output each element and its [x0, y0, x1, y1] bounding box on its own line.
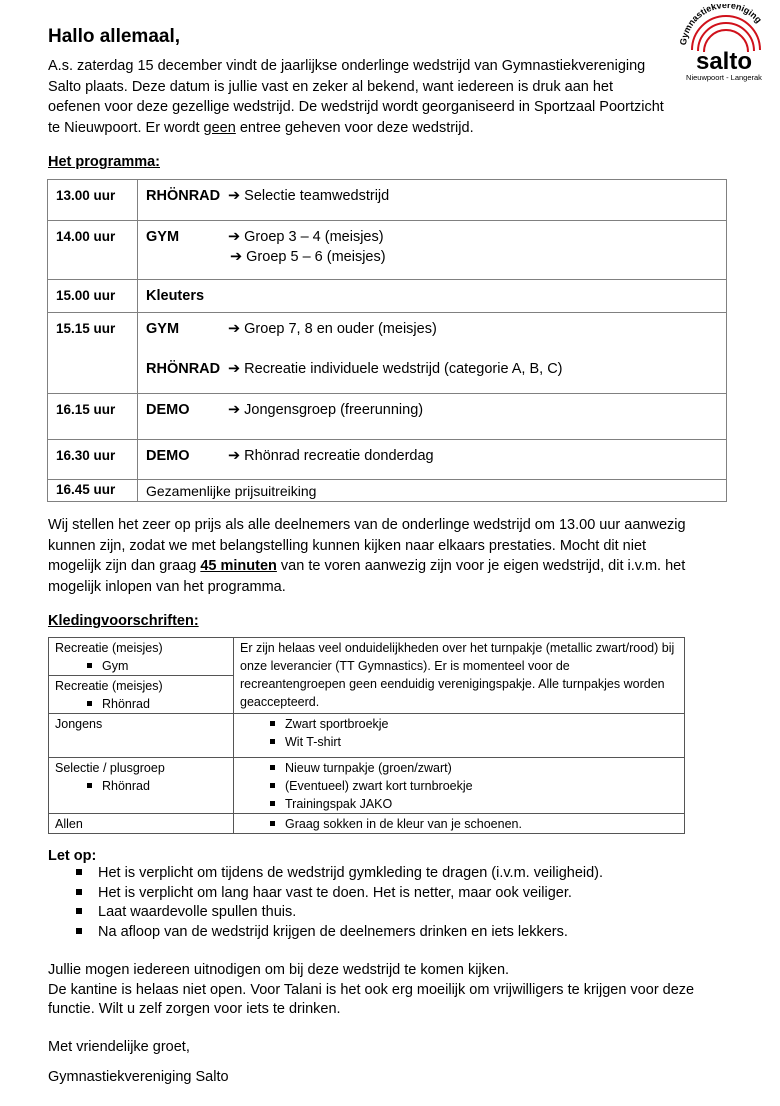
table-row: 13.00 uur RHÖNRAD ➔ Selectie teamwedstrijd	[48, 180, 727, 221]
list-item: Het is verplicht om lang haar vast te doen. Het is netter, maar ook veiliger.	[76, 884, 603, 904]
logo-subtext: Nieuwpoort - Langerak	[686, 73, 762, 82]
time-cell: 14.00 uur	[48, 221, 138, 280]
intro-paragraph: A.s. zaterdag 15 december vindt de jaarlijkse onderlinge wedstrijd van Gymnastiekvereniging Salto plaats. Deze datum is jullie vast en zeker al bekend, want iedereen is druk aan het oefenen voor deze gezellige wedstrijd. De wedstrijd wordt georganiseerd in Sportzaal Poortzicht te Nieuwpoort. Er wordt geen entree geheven voor deze wedstrijd.	[48, 58, 664, 136]
time-cell: 15.00 uur	[48, 280, 138, 313]
time-cell: 16.30 uur	[48, 440, 138, 480]
time-cell: 13.00 uur	[48, 180, 138, 221]
programma-table	[47, 179, 727, 502]
arrow-icon: ➔	[228, 361, 241, 377]
letop-heading: Let op:	[48, 848, 97, 864]
arrow-icon: ➔	[228, 229, 241, 245]
timing-paragraph: Wij stellen het zeer op prijs als alle deelnemers van de onderlinge wedstrijd om 13.00 uur aanwezig kunnen zijn, zodat we met belangstelling kunnen kijken naar elkaars prestaties. Mocht dit niet mogelijk zijn dan graag 45 minuten van te voren aanwezig zijn voor je eigen wedstrijd, dit i.v.m. het mogelijk inlopen van het programma.	[48, 517, 686, 595]
logo-name: salto	[695, 48, 753, 75]
arrow-icon: ➔	[228, 321, 241, 337]
arrow-icon: ➔	[228, 402, 241, 418]
time-cell: 16.45 uur	[48, 480, 138, 502]
time-cell: 16.15 uur	[48, 394, 138, 440]
list-item: Laat waardevolle spullen thuis.	[76, 903, 603, 923]
time-cell: 15.15 uur	[48, 313, 138, 394]
arrow-icon: ➔	[228, 188, 241, 204]
salto-logo	[676, 4, 772, 82]
kleding-heading: Kledingvoorschriften:	[48, 613, 199, 629]
table-row: Recreatie (meisjes) Rhönrad	[49, 676, 685, 714]
recreatie-note: Er zijn helaas veel onduidelijkheden over het turnpakje (metallic zwart/rood) bij onze leverancier (TT Gymnastics). Er is momenteel voor de recreantengroepen geen eenduidig verenigingspakje. Alle turnpakjes worden geaccepteerd.	[234, 638, 685, 714]
table-row: Allen Graag sokken in de kleur van je schoenen.	[49, 814, 685, 834]
table-row: Recreatie (meisjes) Gym Er zijn helaas veel onduidelijkheden over het turnpakje (metallic zwart/rood) bij onze leverancier (TT Gymnastics). Er is momenteel voor de recreantengroepen geen eenduidig verenigingspakje. Alle turnpakjes worden geaccepteerd.	[49, 638, 685, 676]
list-item: Na afloop van de wedstrijd krijgen de deelnemers drinken en iets lekkers.	[76, 923, 603, 943]
emphasis-45-minuten: 45 minuten	[200, 558, 277, 574]
signature: Gymnastiekvereniging Salto	[48, 1069, 229, 1085]
table-row: Jongens Zwart sportbroekje Wit T-shirt	[49, 714, 685, 758]
logo-arc-text: Gymnastiekvereniging	[678, 4, 764, 46]
programma-heading: Het programma:	[48, 154, 160, 170]
arrow-icon: ➔	[230, 249, 243, 265]
kleding-table	[48, 637, 685, 834]
table-row: 15.15 uur GYM ➔ Groep 7, 8 en ouder (meisjes) RHÖNRAD ➔ Recreatie individuele wedstrijd (categorie A, B, C)	[48, 313, 727, 394]
table-row: 15.00 uur Kleuters	[48, 280, 727, 313]
table-row: 16.45 uur Gezamenlijke prijsuitreiking	[48, 480, 727, 502]
table-row: 16.30 uur DEMO ➔ Rhönrad recreatie donderdag	[48, 440, 727, 480]
greeting: Hallo allemaal,	[48, 26, 181, 47]
list-item: Het is verplicht om tijdens de wedstrijd gymkleding te dragen (i.v.m. veiligheid).	[76, 864, 603, 884]
closing-greeting: Met vriendelijke groet,	[48, 1039, 190, 1055]
arrow-icon: ➔	[228, 448, 241, 464]
letop-list	[76, 864, 603, 942]
table-row: 16.15 uur DEMO ➔ Jongensgroep (freerunning)	[48, 394, 727, 440]
closing-paragraph: Jullie mogen iedereen uitnodigen om bij deze wedstrijd te komen kijken. De kantine is helaas niet open. Voor Talani is het ook erg moeilijk om vrijwilligers te krijgen voor deze functie. Wilt u zelf zorgen voor iets te drinken.	[48, 962, 695, 1017]
intro-underlined: geen	[203, 119, 236, 136]
table-row: Selectie / plusgroep Rhönrad Nieuw turnpakje (groen/zwart) (Eventueel) zwart kort turnbroekje Trainingspak JAKO	[49, 758, 685, 814]
table-row: 14.00 uur GYM ➔ Groep 3 – 4 (meisjes) ➔ Groep 5 – 6 (meisjes)	[48, 221, 727, 280]
